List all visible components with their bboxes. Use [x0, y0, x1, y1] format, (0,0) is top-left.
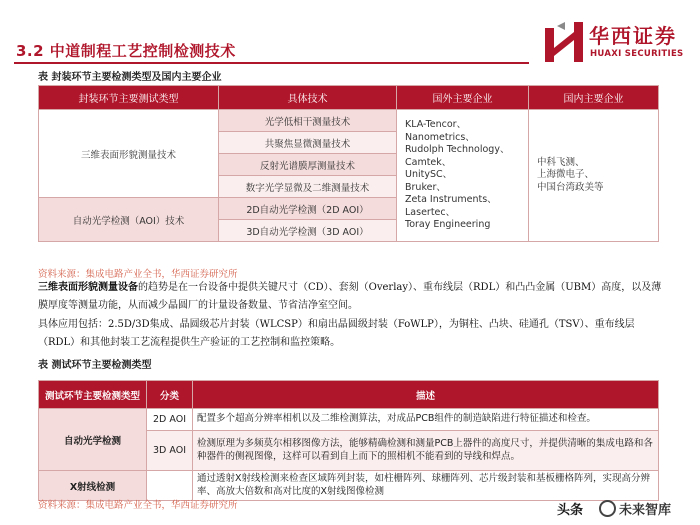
domestic-companies-cell — [529, 110, 659, 242]
table1-source: 资料来源：集成电路产业全书，华西证券研究所 — [38, 269, 238, 280]
body-paragraph: 具体应用包括：2.5D/3D集成、晶圆级芯片封装（WLCSP）和扇出晶圆级封装（FoWLP），为铜柱、凸块、硅通孔（TSV）、重布线层（RDL）和其他封装工艺流程提供生产验证的工艺控制和监控策略。 — [38, 319, 635, 348]
company-name: Bruker、 — [405, 181, 446, 193]
packaging-inspection-table — [38, 85, 659, 242]
company-name: Rudolph Technology、 — [405, 144, 510, 156]
technique-cell: 反射光谱膜厚测量技术 — [219, 154, 397, 176]
table-header-row — [39, 86, 659, 110]
body-paragraph — [38, 279, 663, 314]
technique-cell: 光学低相干测量技术 — [219, 110, 397, 132]
paragraph-emphasis: 三维表面形貌测量设备 — [38, 282, 138, 293]
section-title: 3.2 中道制程工艺控制检测技术 — [16, 42, 236, 60]
huaxi-logo-icon — [543, 20, 585, 64]
company-name: Toray Engineering — [405, 219, 491, 231]
category-cell: 自动光学检测 — [39, 409, 147, 471]
class-cell — [147, 471, 193, 501]
logo-english-text: HUAXI SECURITIES — [590, 49, 684, 59]
test-type-cell: 自动光学检测（AOI）技术 — [39, 198, 219, 242]
class-cell: 3D AOI — [147, 431, 193, 471]
company-name: Nanometrics、 — [405, 131, 475, 143]
table-header-cell: 描述 — [193, 381, 659, 409]
class-cell: 2D AOI — [147, 409, 193, 431]
table-header-row — [39, 381, 659, 409]
table-header-cell: 国外主要企业 — [397, 86, 529, 110]
title-divider — [14, 62, 529, 64]
company-name: 中国台湾政美等 — [537, 181, 604, 193]
table-header-cell: 测试环节主要检测类型 — [39, 381, 147, 409]
table-header-cell: 国内主要企业 — [529, 86, 659, 110]
company-name: UnitySC、 — [405, 169, 453, 181]
description-cell: 通过透射X射线检测来检查区域阵列封装，如柱栅阵列、球栅阵列、芯片级封装和基板栅格阵列，实现高分辨率、高放大倍数和高对比度的X射线图像检测 — [193, 471, 659, 501]
category-cell: X射线检测 — [39, 471, 147, 501]
table-header-cell: 分类 — [147, 381, 193, 409]
testing-inspection-table — [38, 380, 659, 501]
watermark-name: 未来智库 — [619, 503, 672, 518]
description-cell: 检测原理为多频莫尔相移图像方法，能够精确检测和测量PCB上器件的高度尺寸，并提供清晰的集成电路和各种器件的侧视图像，这样可以看到自上而下的照相机不能看到的导线和焊点。 — [193, 431, 659, 471]
logo-chinese-text: 华西证券 — [589, 24, 677, 48]
watermark-at-icon — [599, 500, 616, 517]
table1-caption: 表 封装环节主要检测类型及国内主要企业 — [38, 72, 222, 83]
table2-caption: 表 测试环节主要检测类型 — [38, 360, 152, 371]
company-name: KLA-Tencor、 — [405, 119, 467, 131]
technique-cell: 2D自动光学检测（2D AOI） — [219, 198, 397, 220]
technique-cell: 共聚焦显微测量技术 — [219, 132, 397, 154]
test-type-cell: 三维表面形貌测量技术 — [39, 110, 219, 198]
company-name: Zeta Instruments、 — [405, 194, 497, 206]
watermark — [557, 496, 697, 520]
table-row — [39, 409, 659, 431]
company-name: 中科飞测、 — [537, 156, 585, 168]
table-header-cell: 封装环节主要测试类型 — [39, 86, 219, 110]
company-name: Lasertec、 — [405, 206, 456, 218]
technique-cell: 3D自动光学检测（3D AOI） — [219, 220, 397, 242]
huaxi-logo — [543, 18, 693, 68]
watermark-prefix: 头条 — [557, 503, 584, 518]
technique-cell: 数字光学显微及二维测量技术 — [219, 176, 397, 198]
description-cell: 配置多个超高分辨率相机以及二维检测算法，对成品PCB组件的制造缺陷进行特征描述和检查。 — [193, 409, 659, 431]
table-row — [39, 110, 659, 132]
foreign-companies-cell — [397, 110, 529, 242]
paragraph-text: 的趋势是在一台设备中提供关键尺寸（CD）、套刻（Overlay）、重布线层（RDL）和凸凸金属（UBM）高度，以及薄膜厚度等测量功能，从而减少晶圆厂的计量设备数量、节省洁净室空间。 — [38, 282, 662, 311]
company-name: Camtek、 — [405, 156, 452, 168]
company-name: 上海微电子、 — [537, 169, 595, 181]
table2-source: 资料来源：集成电路产业全书，华西证券研究所 — [38, 500, 238, 511]
table-header-cell: 具体技术 — [219, 86, 397, 110]
